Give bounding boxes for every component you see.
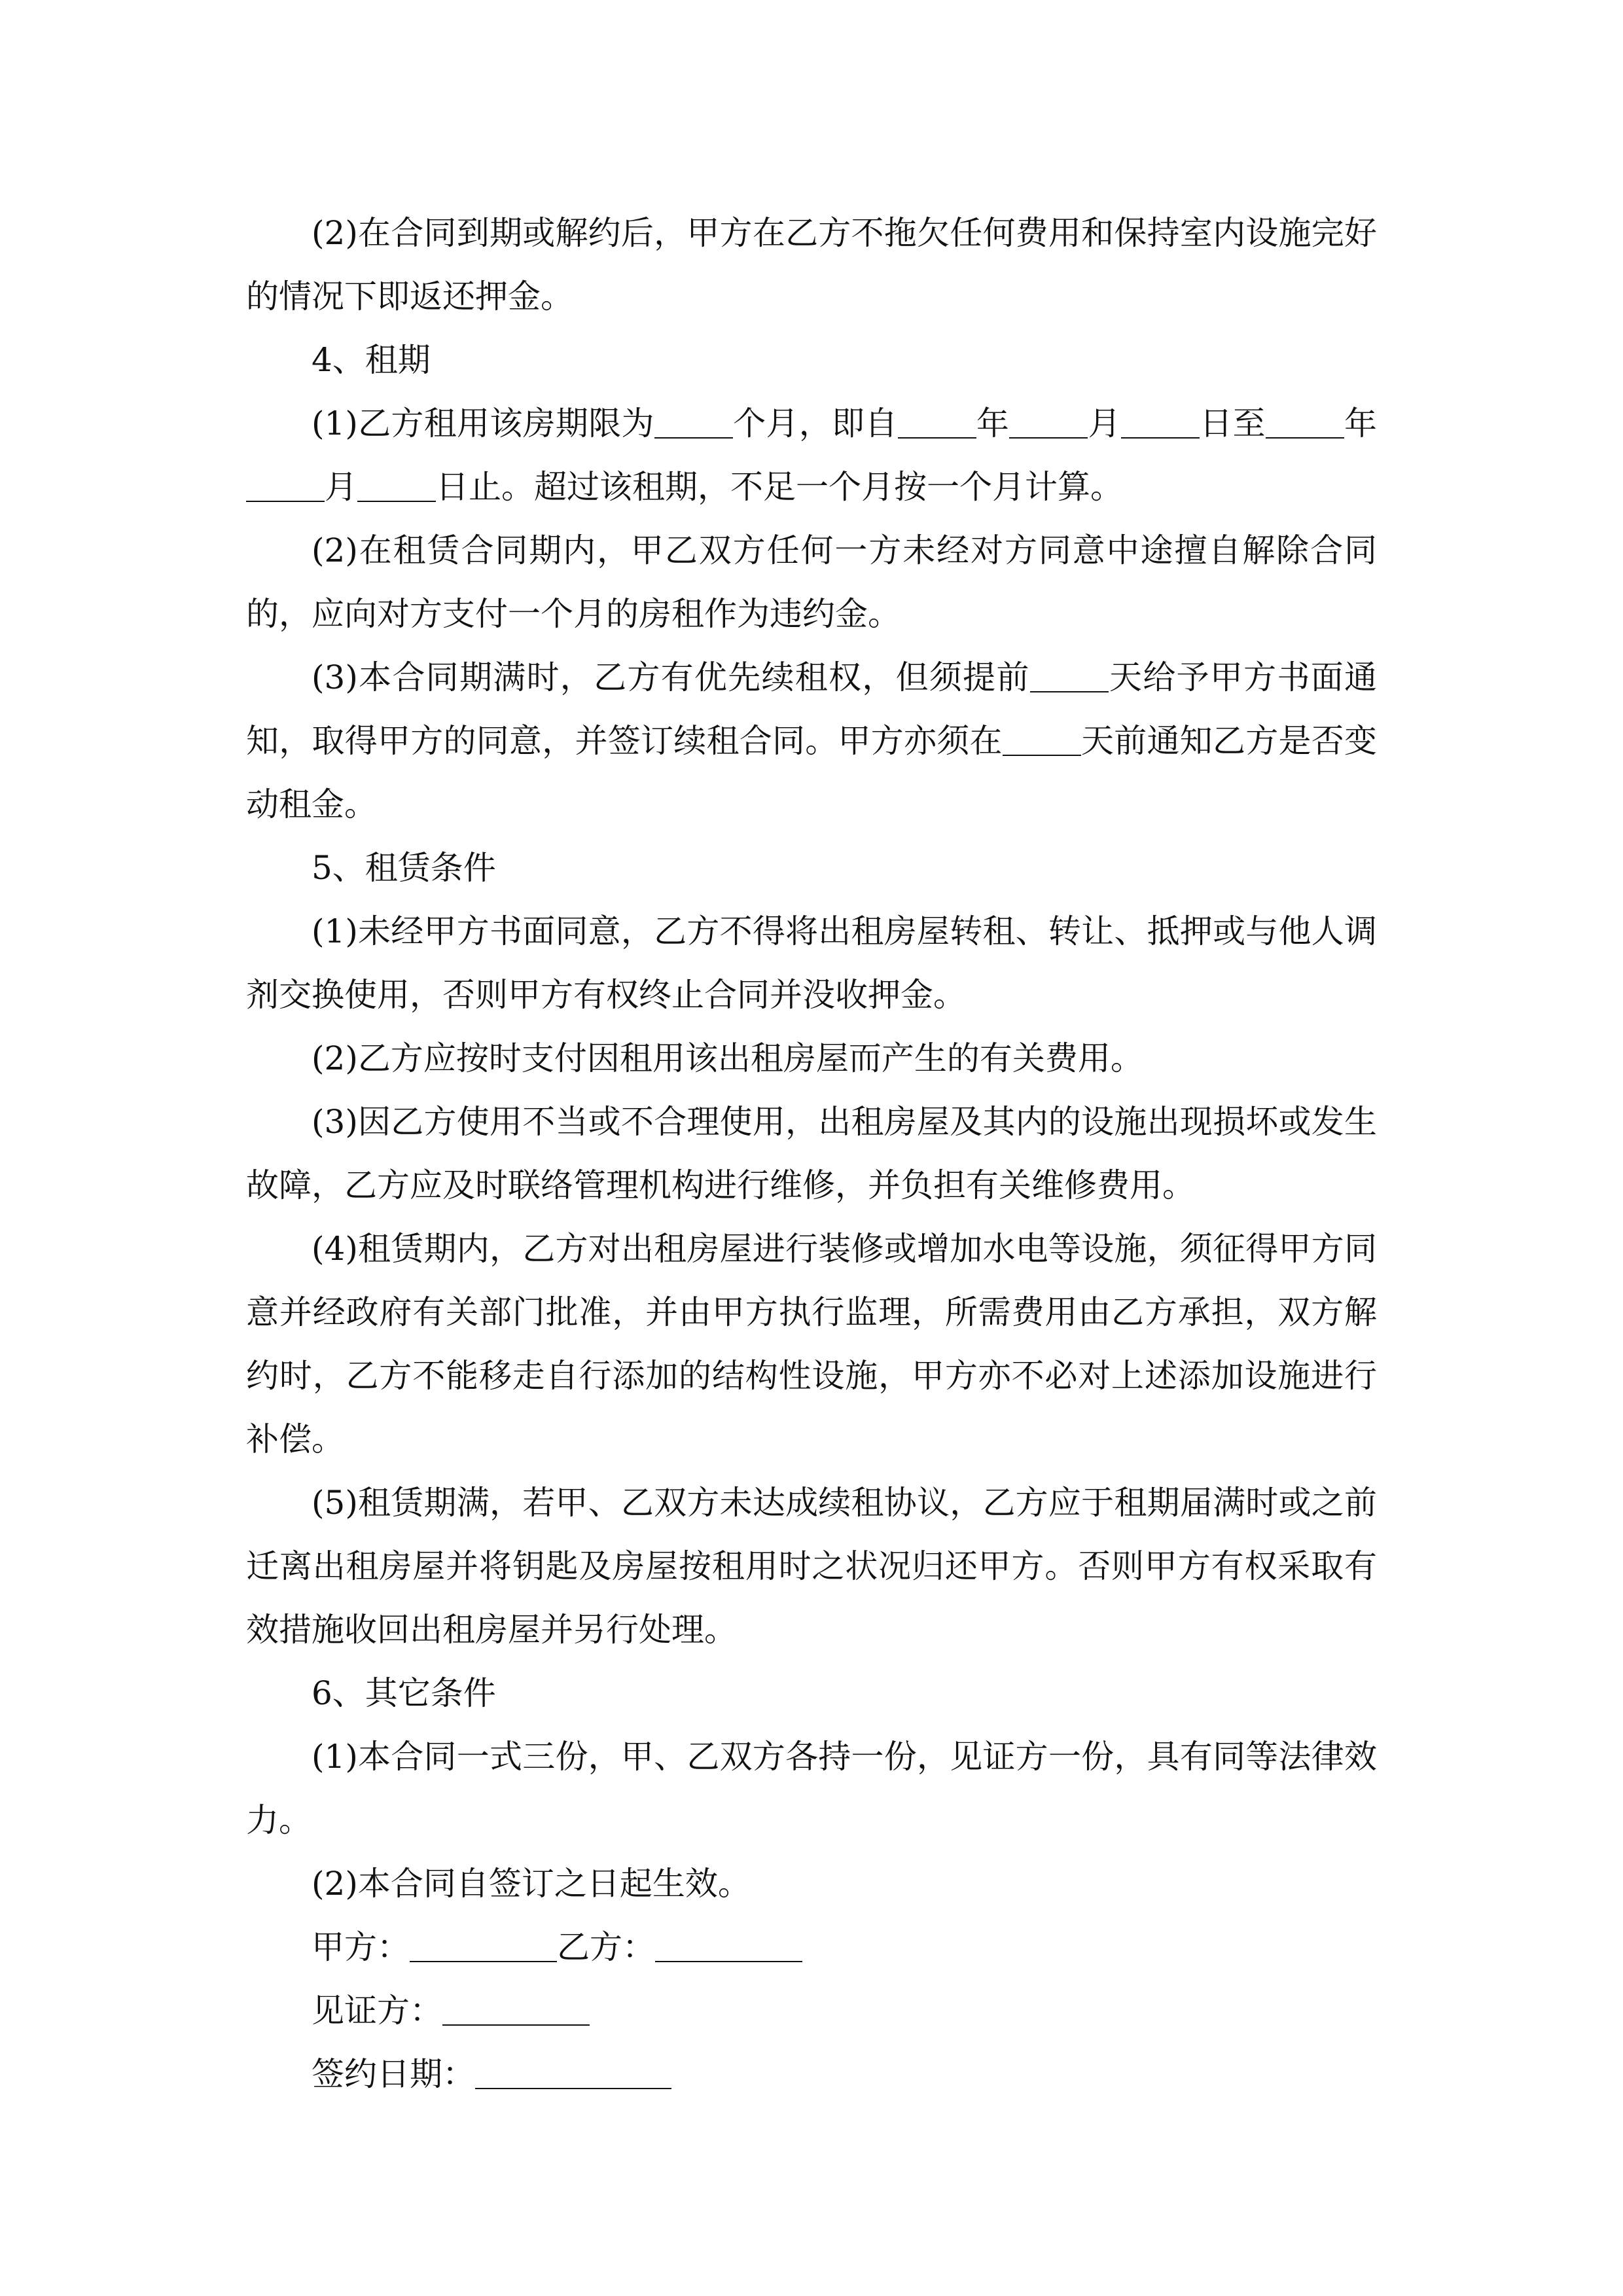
blank-end-year [1266, 408, 1344, 439]
clause-text: 月 [325, 468, 357, 506]
blank-start-month [1009, 408, 1088, 439]
date-blank [475, 2059, 671, 2089]
date-label: 签约日期： [312, 2055, 475, 2093]
party-a-label: 甲方： [312, 1928, 410, 1966]
clause-text: 月 [1088, 404, 1121, 442]
clause-6-2-effective: (2)本合同自签订之日起生效。 [312, 1865, 751, 1903]
clause-text: 年 [976, 404, 1010, 442]
signature-parties [246, 1916, 1377, 1979]
blank-start-year [898, 408, 976, 439]
clause-text: 天前通知乙方是否变动租金。 [246, 722, 1377, 823]
clause-5-2-fees: (2)乙方应按时支付因租用该出租房屋而产生的有关费用。 [312, 1039, 1143, 1077]
blank-end-month [246, 472, 325, 502]
party-a-blank [410, 1932, 557, 1962]
clause-text: 日止。超过该租期，不足一个月按一个月计算。 [436, 468, 1123, 506]
section-heading-lease-term: 4、租期 [312, 341, 431, 379]
clause-3-2-deposit-return: (2)在合同到期或解约后，甲方在乙方不拖欠任何费用和保持室内设施完好的情况下即返还押金。 [246, 214, 1377, 315]
clause-text: 日至 [1199, 404, 1266, 442]
clause-5-5-expiry: (5)租赁期满，若甲、乙双方未达成续租协议，乙方应于租期届满时或之前迁离出租房屋并将钥匙及房屋按租用时之状况归还甲方。否则甲方有权采取有效措施收回出租房屋并另行处理。 [246, 1484, 1377, 1649]
blank-start-day [1121, 408, 1200, 439]
clause-6-1-copies: (1)本合同一式三份，甲、乙双方各持一份，见证方一份，具有同等法律效力。 [246, 1738, 1377, 1839]
section-heading-lease-conditions: 5、租赁条件 [312, 849, 496, 887]
clause-4-3-renewal [246, 646, 1377, 836]
clause-5-3-repairs: (3)因乙方使用不当或不合理使用，出租房屋及其内的设施出现损坏或发生故障，乙方应及时联络管理机构进行维修，并负担有关维修费用。 [246, 1103, 1377, 1204]
clause-text: 天给予甲方书面通知，取得甲方的同意，并签订续租合同。甲方亦须在 [246, 658, 1378, 760]
blank-end-day [357, 472, 436, 502]
clause-4-2-early-termination: (2)在租赁合同期内，甲乙双方任何一方未经对方同意中途擅自解除合同的，应向对方支付一个月的房租作为违约金。 [246, 531, 1377, 633]
clause-text: (3)本合同期满时，乙方有优先续租权，但须提前 [312, 658, 1030, 696]
blank-landlord-notice-days [1003, 726, 1081, 756]
clause-5-4-renovation: (4)租赁期内，乙方对出租房屋进行装修或增加水电等设施，须征得甲方同意并经政府有关部门批准，并由甲方执行监理，所需费用由乙方承担，双方解约时，乙方不能移走自行添加的结构性设施，甲方亦不必对上述添加设施进行补偿。 [246, 1230, 1377, 1458]
witness-blank [442, 1996, 590, 2026]
witness-label: 见证方： [312, 1992, 442, 2030]
party-b-label: 乙方： [557, 1928, 655, 1966]
contract-body [246, 202, 1377, 2106]
clause-5-1-sublet: (1)未经甲方书面同意，乙方不得将出租房屋转租、转让、抵押或与他人调剂交换使用，否则甲方有权终止合同并没收押金。 [246, 912, 1377, 1014]
section-heading-other-conditions: 6、其它条件 [312, 1674, 496, 1712]
blank-notice-days [1030, 662, 1109, 692]
clause-text: (1)乙方租用该房期限为 [312, 404, 654, 442]
clause-4-1-lease-period [246, 392, 1377, 519]
party-b-blank [655, 1932, 802, 1962]
signature-date [246, 2043, 1377, 2106]
blank-months [654, 408, 733, 439]
clause-text: 个月，即自 [732, 404, 898, 442]
signature-witness [246, 1979, 1377, 2043]
clause-text: 年 [1344, 404, 1378, 442]
